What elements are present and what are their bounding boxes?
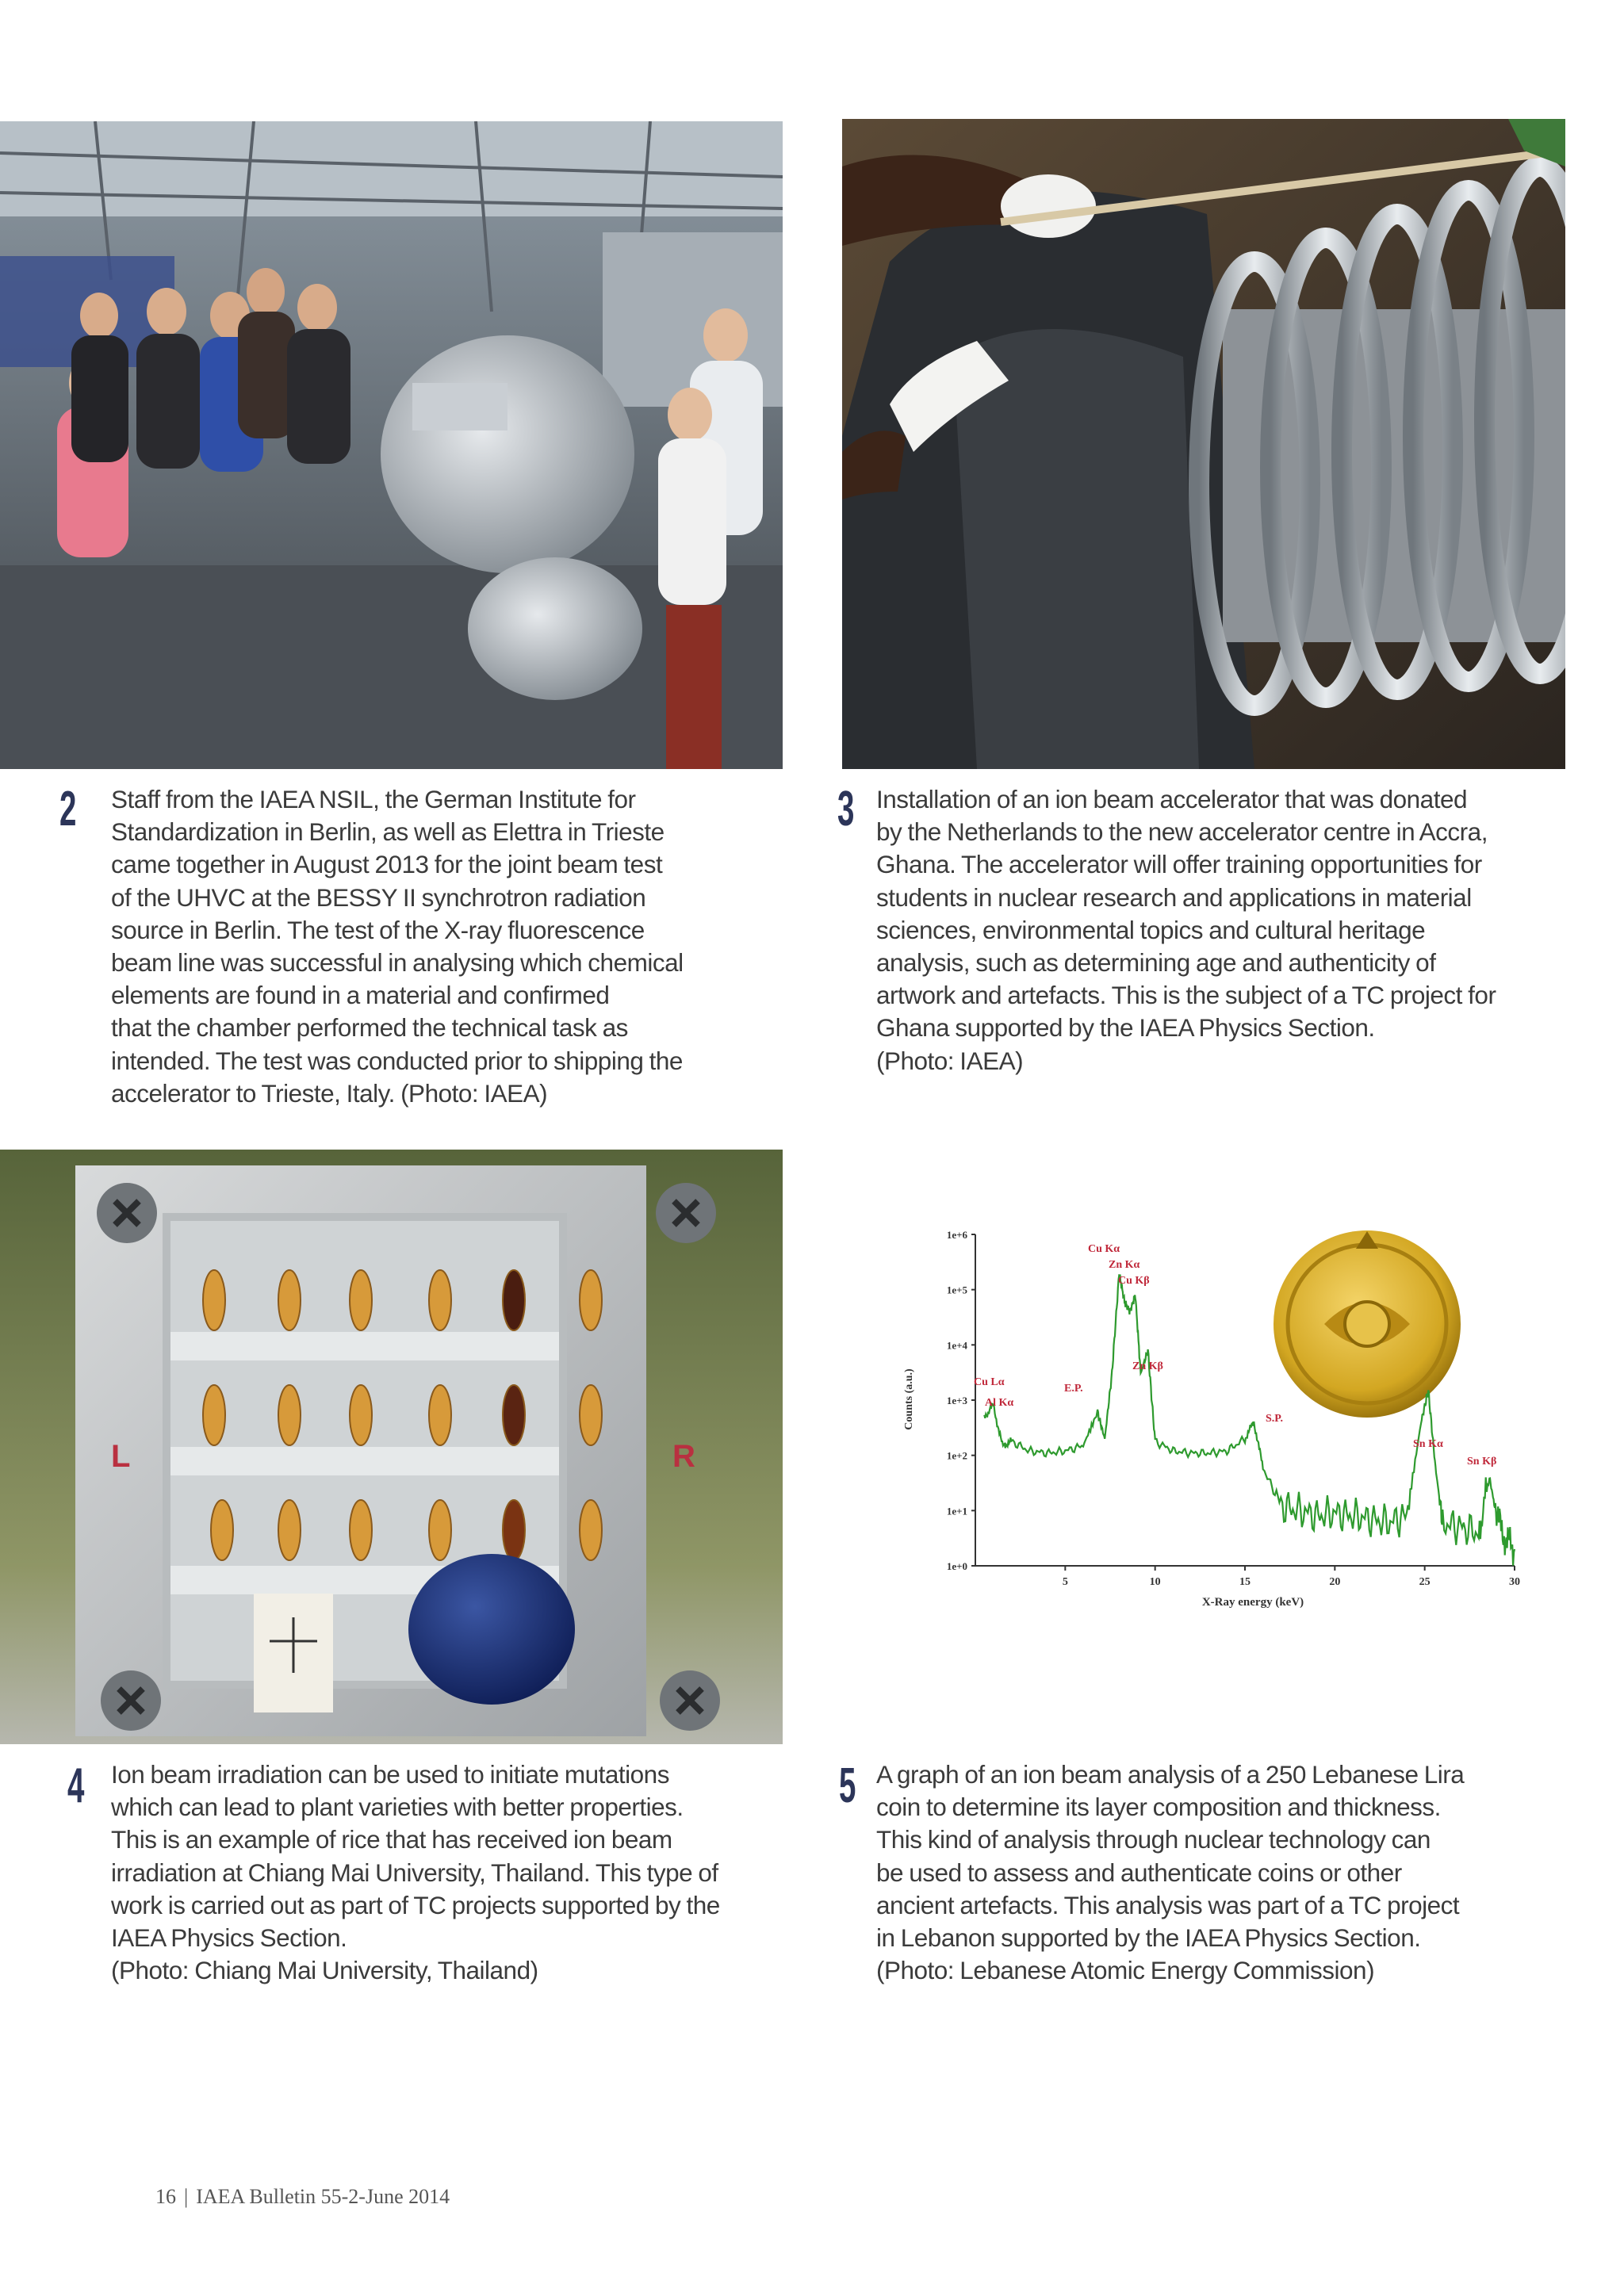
caption-2-line: Standardization in Berlin, as well as Elettra in Trieste	[111, 817, 665, 847]
caption-2-line: came together in August 2013 for the joint beam test	[111, 850, 663, 879]
caption-5	[876, 1758, 1464, 1987]
caption-4-number: 4	[67, 1758, 85, 1813]
y-tick-label: 1e+1	[946, 1505, 967, 1517]
peak-label-cu-ka: Cu Kα	[1088, 1243, 1120, 1255]
peak-label-cu-la: Cu Lα	[974, 1376, 1005, 1388]
y-tick-label: 1e+6	[946, 1229, 967, 1241]
page-number: 16	[155, 2185, 176, 2208]
x-axis-label: X-Ray energy (keV)	[1201, 1596, 1304, 1609]
photo-bessy-group	[0, 121, 783, 769]
caption-2-line: source in Berlin. The test of the X-ray fluorescence	[111, 915, 645, 944]
caption-4-line: Ion beam irradiation can be used to initiate mutations	[111, 1760, 669, 1789]
caption-4-line: work is carried out as part of TC projects supported by the	[111, 1890, 720, 1919]
caption-3-line: by the Netherlands to the new accelerator centre in Accra,	[876, 817, 1488, 847]
x-tick-label: 30	[1509, 1576, 1520, 1588]
caption-5-line: in Lebanon supported by the IAEA Physics Section.	[876, 1923, 1421, 1953]
caption-5-line: (Photo: Lebanese Atomic Energy Commission)	[876, 1956, 1375, 1985]
y-tick-label: 1e+4	[946, 1339, 967, 1352]
peak-label-sp: S.P.	[1266, 1413, 1284, 1425]
caption-4-line: IAEA Physics Section.	[111, 1923, 347, 1953]
caption-3	[876, 783, 1496, 1077]
photo-bessy-group-image	[0, 121, 783, 769]
caption-2-number: 2	[59, 782, 77, 836]
y-axis-label: Counts (a.u.)	[903, 1368, 915, 1430]
caption-5-number: 5	[839, 1758, 856, 1813]
xrf-spectrum-svg	[880, 1185, 1562, 1629]
caption-2-line: Staff from the IAEA NSIL, the German Institute for	[111, 785, 636, 813]
caption-2	[111, 783, 684, 1110]
rice-panel-right-mark: R	[672, 1439, 695, 1474]
caption-2-line: elements are found in a material and confirmed	[111, 981, 610, 1010]
caption-5-line: This kind of analysis through nuclear technology can	[876, 1825, 1431, 1854]
caption-3-line: analysis, such as determining age and authenticity of	[876, 948, 1436, 978]
chart-xrf-spectrum	[880, 1185, 1562, 1629]
caption-2-line: that the chamber performed the technical task as	[111, 1013, 628, 1043]
x-tick-label: 20	[1329, 1576, 1341, 1588]
y-tick-label: 1e+2	[946, 1449, 967, 1462]
caption-3-line: students in nuclear research and applications in material	[876, 882, 1472, 912]
x-tick-label: 25	[1419, 1576, 1431, 1588]
caption-2-line: of the UHVC at the BESSY II synchrotron radiation	[111, 882, 646, 912]
caption-2-line: beam line was successful in analysing which chemical	[111, 948, 684, 978]
y-tick-label: 1e+5	[946, 1284, 967, 1296]
caption-3-line: Ghana. The accelerator will offer training opportunities for	[876, 850, 1482, 879]
caption-3-line: sciences, environmental topics and cultural heritage	[876, 915, 1426, 944]
caption-3-line: Ghana supported by the IAEA Physics Section.	[876, 1013, 1375, 1043]
caption-5-line: coin to determine its layer composition and thickness.	[876, 1793, 1441, 1822]
peak-label-zn-ka: Zn Kα	[1109, 1259, 1140, 1271]
caption-5-line: ancient artefacts. This analysis was part of a TC project	[876, 1890, 1460, 1919]
photo-accelerator-ghana-image	[842, 119, 1565, 769]
caption-4-line: This is an example of rice that has received ion beam	[111, 1825, 672, 1854]
coin-image	[1274, 1230, 1461, 1418]
y-tick-label: 1e+3	[946, 1395, 967, 1406]
publication-name: IAEA Bulletin 55-2-June 2014	[196, 2185, 450, 2208]
x-tick-label: 10	[1149, 1576, 1161, 1588]
peak-label-ep: E.P.	[1064, 1383, 1083, 1395]
photo-accelerator-ghana	[842, 119, 1565, 769]
caption-3-line: (Photo: IAEA)	[876, 1046, 1024, 1075]
caption-5-line: be used to assess and authenticate coins or other	[876, 1858, 1402, 1887]
caption-5-line: A graph of an ion beam analysis of a 250 Lebanese Lira	[876, 1760, 1465, 1789]
peak-label-zn-kb: Zn Kβ	[1132, 1360, 1163, 1372]
rice-panel-left-mark: L	[111, 1439, 131, 1474]
caption-4-line: which can lead to plant varieties with better properties.	[111, 1793, 684, 1822]
page-footer	[155, 2185, 450, 2209]
caption-4	[111, 1758, 720, 1987]
photo-rice-irradiation	[0, 1150, 783, 1744]
x-tick-label: 5	[1062, 1576, 1068, 1588]
peak-label-sn-kb: Sn Kβ	[1467, 1456, 1497, 1468]
peak-label-al-ka: Al Kα	[985, 1397, 1014, 1409]
y-tick-label: 1e+0	[946, 1560, 967, 1572]
caption-4-line: (Photo: Chiang Mai University, Thailand)	[111, 1956, 538, 1985]
photo-rice-irradiation-image	[0, 1150, 783, 1744]
footer-separator: |	[184, 2185, 189, 2208]
peak-label-sn-ka: Sn Kα	[1413, 1438, 1443, 1450]
x-tick-label: 15	[1239, 1576, 1251, 1588]
peak-label-cu-kb: Cu Kβ	[1118, 1275, 1150, 1287]
caption-2-line: intended. The test was conducted prior to shipping the	[111, 1046, 683, 1075]
caption-2-line: accelerator to Trieste, Italy. (Photo: IAEA)	[111, 1078, 548, 1108]
caption-3-line: artwork and artefacts. This is the subject of a TC project for	[876, 981, 1496, 1010]
caption-4-line: irradiation at Chiang Mai University, Thailand. This type of	[111, 1858, 718, 1887]
caption-3-line: Installation of an ion beam accelerator that was donated	[876, 785, 1467, 813]
caption-3-number: 3	[837, 782, 855, 836]
